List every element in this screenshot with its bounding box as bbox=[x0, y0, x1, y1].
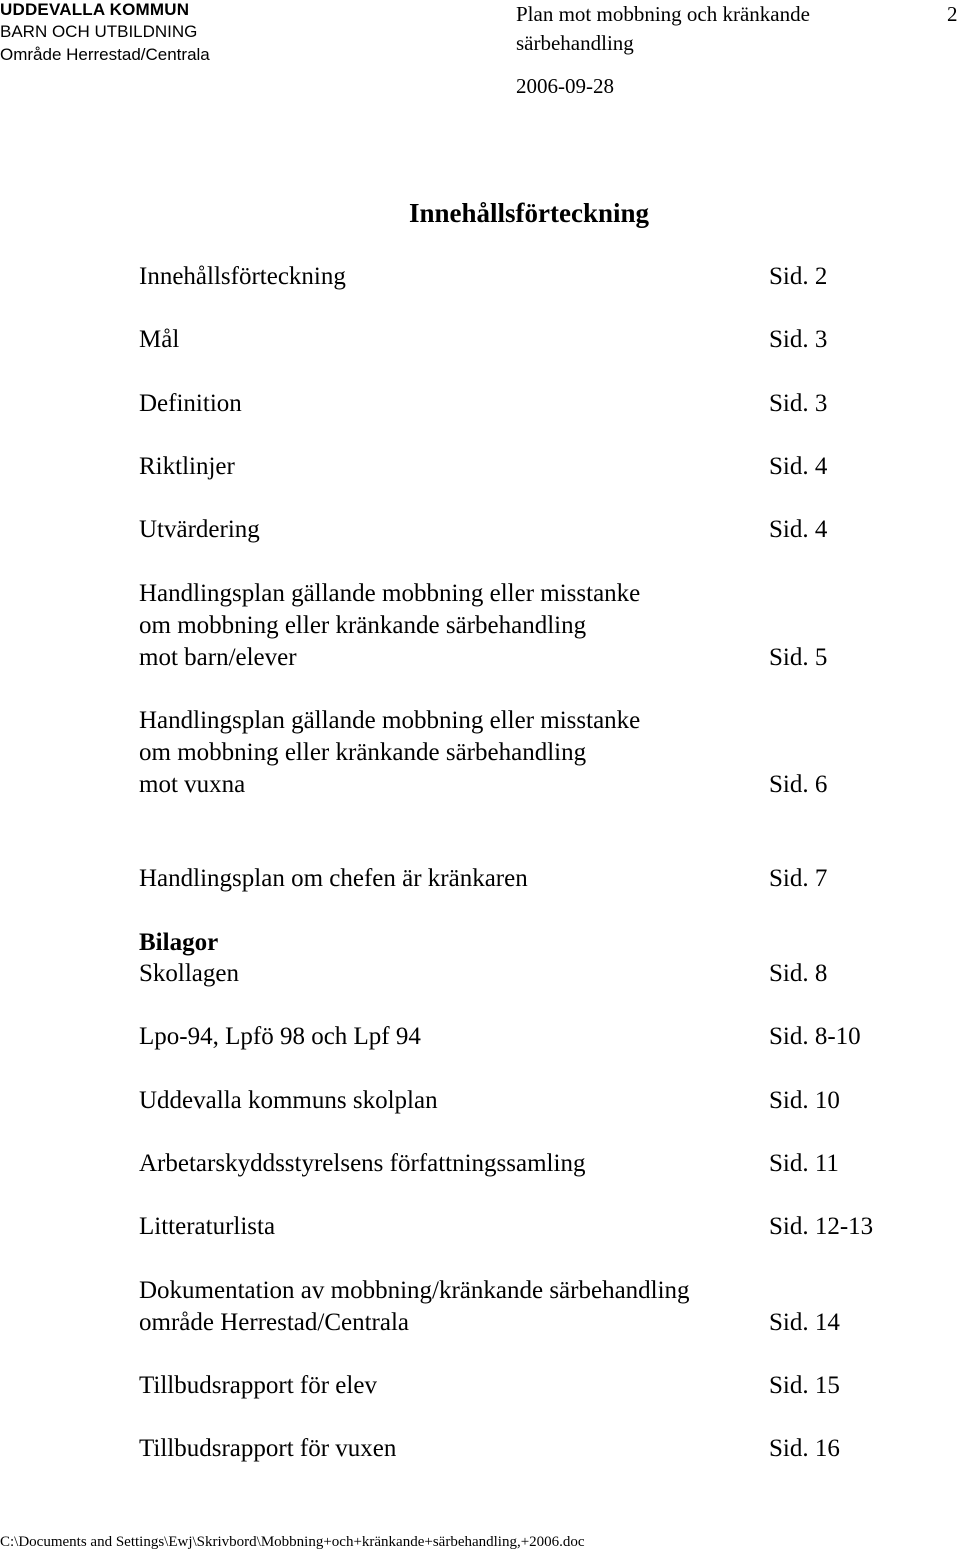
document-title-line-1: Plan mot mobbning och kränkande bbox=[516, 2, 810, 26]
toc-entry-page: Sid. 2 bbox=[769, 263, 828, 290]
toc-entry-title: Handlingsplan gällande mobbning eller misstanke bbox=[139, 580, 641, 607]
toc-entry-page: Sid. 4 bbox=[769, 516, 828, 543]
toc-entry-page: Sid. 3 bbox=[769, 326, 828, 353]
toc-entry-title: Lpo-94, Lpfö 98 och Lpf 94 bbox=[139, 1023, 421, 1050]
footer-file-path: C:\Documents and Settings\Ewj\Skrivbord\Mobbning+och+kränkande+särbehandling,+2006.doc bbox=[0, 1534, 585, 1550]
toc-entry-title: Tillbudsrapport för vuxen bbox=[139, 1435, 397, 1462]
toc-entry-page: Sid. 4 bbox=[769, 453, 828, 480]
toc-entry-title: mot barn/elever bbox=[139, 644, 297, 671]
toc-entry-title: mot vuxna bbox=[139, 771, 246, 798]
toc-entry-page: Sid. 5 bbox=[769, 644, 828, 671]
toc-entry-title: Handlingsplan gällande mobbning eller misstanke bbox=[139, 707, 641, 734]
toc-entry-page: Sid. 10 bbox=[769, 1087, 840, 1114]
toc-entry-page: Sid. 6 bbox=[769, 771, 828, 798]
toc-entry-page: Sid. 12-13 bbox=[769, 1213, 874, 1240]
toc-entry-title: om mobbning eller kränkande särbehandling bbox=[139, 739, 587, 766]
toc-entry-page: Sid. 14 bbox=[769, 1309, 840, 1336]
department-name: BARN OCH UTBILDNING bbox=[0, 22, 198, 41]
toc-entry-title: område Herrestad/Centrala bbox=[139, 1309, 410, 1336]
toc-entry-title: Definition bbox=[139, 390, 242, 417]
toc-entry-title: Litteraturlista bbox=[139, 1213, 276, 1240]
org-name: UDDEVALLA KOMMUN bbox=[0, 0, 190, 19]
toc-entry-page: Sid. 8-10 bbox=[769, 1023, 861, 1050]
toc-entry-title: om mobbning eller kränkande särbehandling bbox=[139, 612, 587, 639]
page-heading: Innehållsförteckning bbox=[409, 198, 650, 228]
toc-entry-title: Utvärdering bbox=[139, 516, 260, 543]
toc-entry-page: Sid. 11 bbox=[769, 1150, 839, 1177]
page-number: 2 bbox=[947, 2, 958, 26]
header-organization-block bbox=[0, 0, 210, 66]
toc-entry-page: Sid. 15 bbox=[769, 1372, 840, 1399]
toc-entry-title: Innehållsförteckning bbox=[139, 263, 346, 290]
document-title bbox=[516, 0, 810, 58]
document-date: 2006-09-28 bbox=[516, 74, 614, 98]
toc-entry-title: Skollagen bbox=[139, 960, 239, 987]
toc-entry-page: Sid. 8 bbox=[769, 960, 828, 987]
document-title-line-2: särbehandling bbox=[516, 31, 634, 55]
toc-entry-page: Sid. 7 bbox=[769, 865, 828, 892]
toc-entry-title: Arbetarskyddsstyrelsens författningssamling bbox=[139, 1150, 586, 1177]
toc-entry-title: Mål bbox=[139, 326, 180, 353]
toc-entry-page: Sid. 3 bbox=[769, 390, 828, 417]
toc-entry-page: Sid. 16 bbox=[769, 1435, 840, 1462]
toc-entry-title: Handlingsplan om chefen är kränkaren bbox=[139, 865, 528, 892]
toc-entry-title: Uddevalla kommuns skolplan bbox=[139, 1087, 438, 1114]
area-name: Område Herrestad/Centrala bbox=[0, 45, 210, 64]
toc-entry-title: Tillbudsrapport för elev bbox=[139, 1372, 377, 1399]
toc-entry-title: Dokumentation av mobbning/kränkande särbehandling bbox=[139, 1277, 690, 1304]
toc-entry-title: Riktlinjer bbox=[139, 453, 235, 480]
appendix-heading: Bilagor bbox=[139, 929, 219, 956]
